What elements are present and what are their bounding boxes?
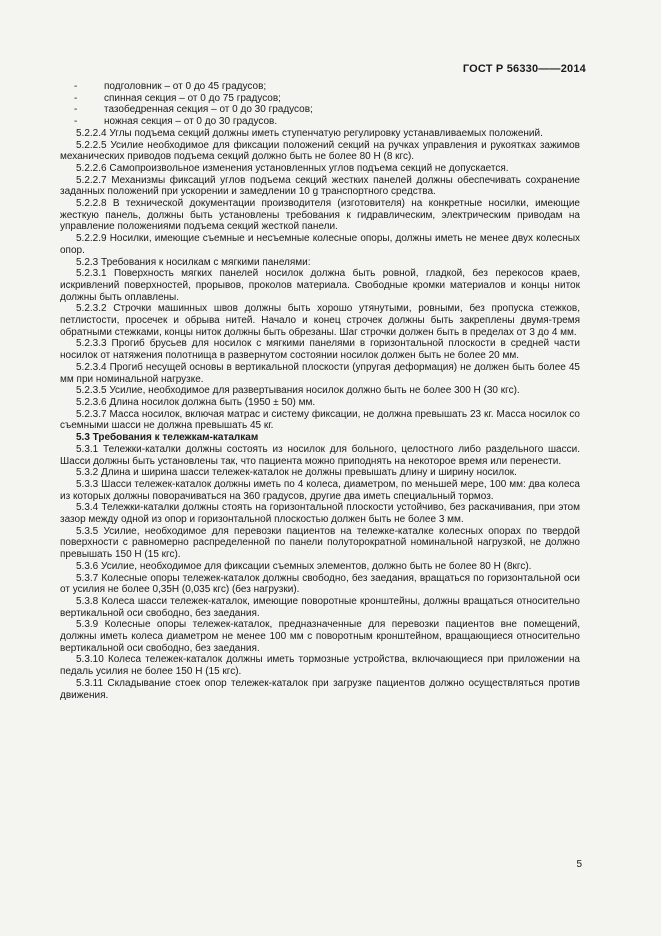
paragraph-5-3-9: 5.3.9 Колесные опоры тележек-каталок, предназначенные для перевозки пациентов вне помещений, должны иметь колеса диаметром не менее 100 мм с поворотным кронштейном, вращающиеся относительно вертикальной оси свободно, без заедания. [60,619,580,654]
paragraph-5-2-3-7: 5.2.3.7 Масса носилок, включая матрас и систему фиксации, не должна превышать 23 кг. Масса носилок со съемными шасси не должна превышать 45 кг. [60,408,580,432]
paragraph-5-2-3-6: 5.2.3.6 Длина носилок должна быть (1950 ± 50) мм. [76,396,316,408]
list-item-text: ножная секция – от 0 до 30 градусов. [104,116,278,128]
list-dash: - [74,104,78,116]
page-number: 5 [576,859,582,870]
section-heading-5-3: 5.3 Требования к тележкам-каталкам [76,432,259,444]
list-item [60,93,580,105]
paragraph-5-2-2-6: 5.2.2.6 Самопроизвольное изменения установленных углов подъема секций не допускается. [76,162,509,174]
list-dash: - [74,92,78,104]
paragraph-5-2-3-3: 5.2.3.3 Прогиб брусьев для носилок с мягкими панелями в горизонтальной плоскости в средней части носилок от натяжения полотнища в развернутом состоянии носилок должен быть не более 20 мм. [60,338,580,362]
paragraph-5-2-2-7: 5.2.2.7 Механизмы фиксаций углов подъема секций жестких панелей должны обеспечивать сохранение заданных положений при ускорении и замедлении 10 g транспортного средства. [60,174,580,198]
list-item [60,116,580,128]
paragraph-5-2-2-4: 5.2.2.4 Углы подъема секций должны иметь ступенчатую регулировку устанавливаемых положений. [76,127,543,139]
paragraph-5-3-2: 5.3.2 Длина и ширина шасси тележек-каталок не должны превышать длину и ширину носилок. [76,467,517,479]
paragraph-5-2-3-5: 5.2.3.5 Усилие, необходимое для развертывания носилок должно быть не более 300 Н (30 кгс). [76,385,520,397]
paragraph-5-2-2-8: 5.2.2.8 В технической документации производителя (изготовителя) на конкретные носилки, имеющие жесткую панель, должны быть установлены требования к гидравлическим, электрическим приводам на управление положениями подъема секций жесткой панели. [60,198,580,233]
paragraph-5-3-4: 5.3.4 Тележки-каталки должны стоять на горизонтальной плоскости устойчиво, без раскачивания, при этом зазор между одной из опор и горизонтальной плоскостью должен быть не более 3 мм. [60,502,580,526]
list-item-text: тазобедренная секция – от 0 до 30 градусов; [104,104,313,116]
document-body [60,81,580,701]
paragraph-5-3-10: 5.3.10 Колеса тележек-каталок должны иметь тормозные устройства, включающиеся при приложении на педаль усилия не более 150 Н (15 кгс). [60,654,580,678]
paragraph-5-2-3-2: 5.2.3.2 Строчки машинных швов должны быть хорошо утянутыми, ровными, без пропуска стежков, петлистости, просечек и обрыва нитей. Начало и конец строчек должны быть закреплены двумя-тремя обратными стежками, концы ниток должны быть обрезаны. Шаг строчки должен быть в пределах от 3 до 4 мм. [60,303,580,338]
list-item [60,104,580,116]
list-dash: - [74,116,78,128]
paragraph-5-2-2-9: 5.2.2.9 Носилки, имеющие съемные и несъемные колесные опоры, должны иметь не менее двух колесных опор. [60,233,580,256]
list-dash: - [74,81,78,92]
paragraph-5-2-3-4: 5.2.3.4 Прогиб несущей основы в вертикальной плоскости (упругая деформация) не должен быть более 45 мм при номинальной нагрузке. [60,361,580,385]
paragraph-5-3-1: 5.3.1 Тележки-каталки должны состоять из носилок для больного, целостного либо раздельного шасси. Шасси должны быть установлены так, что пациента можно приподнять на некоторое время или перенести. [60,443,580,467]
paragraph-5-3-8: 5.3.8 Колеса шасси тележек-каталок, имеющие поворотные кронштейны, должны вращаться относительно вертикальной оси свободно, без заедания. [60,595,580,619]
document-header: ГОСТ Р 56330——2014 [462,63,586,75]
list-item-text: подголовник – от 0 до 45 градусов; [104,81,267,92]
paragraph-5-3-3: 5.3.3 Шасси тележек-каталок должны иметь по 4 колеса, диаметром, по меньшей мере, 100 мм: два колеса из которых должны поворачиваться на 360 градусов, другие два иметь специальный тормоз. [60,478,580,502]
paragraph-5-3-11: 5.3.11 Складывание стоек опор тележек-каталок при загрузке пациентов должно осуществляться против движения. [60,677,580,701]
paragraph-5-2-3: 5.2.3 Требования к носилкам с мягкими панелями: [76,256,311,268]
paragraph-5-3-6: 5.3.6 Усилие, необходимое для фиксации съемных элементов, должно быть не более 80 Н (8кгс). [76,560,532,572]
list-item [60,81,580,93]
paragraph-5-2-3-1: 5.2.3.1 Поверхность мягких панелей носилок должна быть ровной, гладкой, без перекосов краев, искривлений поверхностей, прорывов, проколов материала. Свободные кромки материалов и концы ниток должны быть оплавлены. [60,268,580,303]
list-item-text: спинная секция – от 0 до 75 градусов; [104,92,281,104]
paragraph-5-2-2-5: 5.2.2.5 Усилие необходимое для фиксации положений секций на ручках управления и рукоятках зажимов механических приводов подъема секций должно быть не более 80 Н (8 кгс). [60,139,580,163]
paragraph-5-3-5: 5.3.5 Усилие, необходимое для перевозки пациентов на тележке-каталке колесных опорах по твердой поверхности с равномерно распределенной по панели полуторократной номинальной нагрузкой, не должно превышать 150 Н (15 кгс). [60,525,580,561]
paragraph-5-3-7: 5.3.7 Колесные опоры тележек-каталок должны свободно, без заедания, вращаться по горизонтальной оси от усилия не более 0,35Н (0,035 кгс) (без нагрузки). [60,572,580,596]
